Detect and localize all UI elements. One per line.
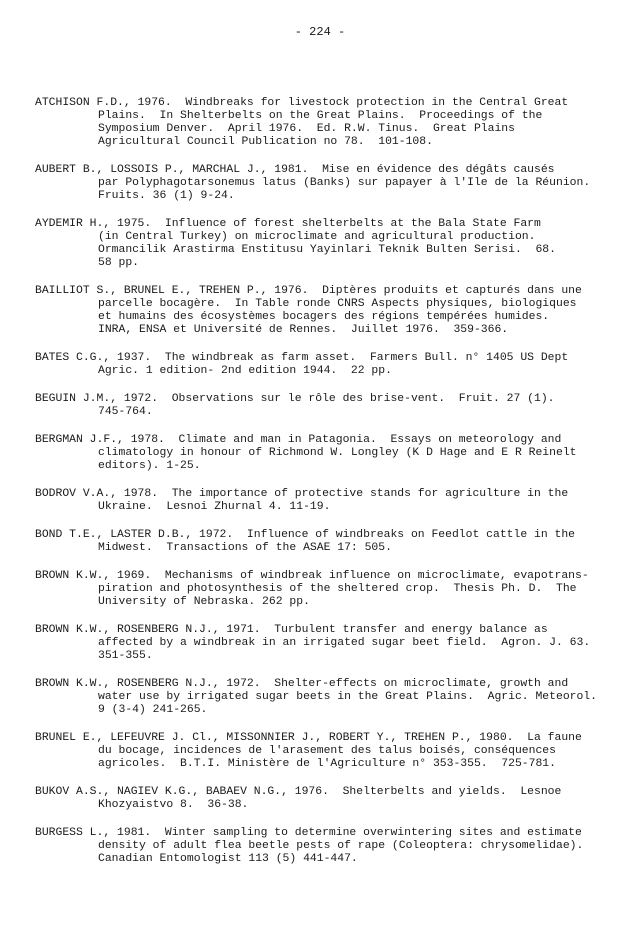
reference-entry bbox=[35, 434, 635, 473]
reference-continuation-line: Agric. 1 edition- 2nd edition 1944. 22 pp. bbox=[98, 365, 392, 377]
reference-entry bbox=[35, 827, 635, 866]
reference-continuation-line: Symposium Denver. April 1976. Ed. R.W. Tinus. Great Plains bbox=[98, 123, 515, 135]
reference-continuation-line: Plains. In Shelterbelts on the Great Plains. Proceedings of the bbox=[98, 110, 543, 122]
reference-entry bbox=[35, 678, 635, 717]
reference-first-line: BUKOV A.S., NAGIEV K.G., BABAEV N.G., 1976. Shelterbelts and yields. Lesnoe bbox=[35, 786, 562, 798]
reference-entry bbox=[35, 624, 635, 663]
reference-continuation-line: University of Nebraska. 262 pp. bbox=[98, 596, 310, 608]
reference-continuation-line: (in Central Turkey) on microclimate and agricultural production. bbox=[98, 231, 536, 243]
reference-continuation-line: Ormancilik Arastirma Enstitusu Yayinlari Teknik Bulten Serisi. 68. bbox=[98, 244, 556, 256]
reference-first-line: BROWN K.W., ROSENBERG N.J., 1971. Turbulent transfer and energy balance as bbox=[35, 624, 548, 636]
page-number: - 224 - bbox=[294, 25, 346, 39]
reference-first-line: BOND T.E., LASTER D.B., 1972. Influence of windbreaks on Feedlot cattle in the bbox=[35, 529, 576, 541]
reference-first-line: BATES C.G., 1937. The windbreak as farm asset. Farmers Bull. n° 1405 US Dept bbox=[35, 352, 569, 364]
reference-continuation-line: Agricultural Council Publication no 78. 101-108. bbox=[98, 136, 433, 148]
reference-first-line: AUBERT B., LOSSOIS P., MARCHAL J., 1981. Mise en évidence des dégâts causés bbox=[35, 164, 555, 176]
reference-continuation-line: INRA, ENSA et Université de Rennes. Juillet 1976. 359-366. bbox=[98, 324, 509, 336]
reference-entry bbox=[35, 393, 635, 419]
reference-first-line: BEGUIN J.M., 1972. Observations sur le rôle des brise-vent. Fruit. 27 (1). bbox=[35, 393, 555, 405]
reference-first-line: BROWN K.W., 1969. Mechanisms of windbreak influence on microclimate, evapotrans- bbox=[35, 570, 589, 582]
reference-continuation-line: parcelle bocagère. In Table ronde CNRS Aspects physiques, biologiques bbox=[98, 298, 577, 310]
reference-continuation-line: climatology in honour of Richmond W. Longley (K D Hage and E R Reinelt bbox=[98, 447, 577, 459]
reference-continuation-line: 745-764. bbox=[98, 406, 153, 418]
reference-entry bbox=[35, 164, 635, 203]
reference-first-line: BODROV V.A., 1978. The importance of protective stands for agriculture in the bbox=[35, 488, 569, 500]
reference-continuation-line: 351-355. bbox=[98, 650, 153, 662]
reference-continuation-line: du bocage, incidences de l'arasement des talus boisés, conséquences bbox=[98, 745, 556, 757]
reference-first-line: BERGMAN J.F., 1978. Climate and man in Patagonia. Essays on meteorology and bbox=[35, 434, 562, 446]
reference-continuation-line: density of adult flea beetle pests of rape (Coleoptera: chrysomelidae). bbox=[98, 840, 584, 852]
reference-first-line: BRUNEL E., LEFEUVRE J. Cl., MISSONNIER J., ROBERT Y., TREHEN P., 1980. La faune bbox=[35, 732, 582, 744]
reference-first-line: BURGESS L., 1981. Winter sampling to determine overwintering sites and estimate bbox=[35, 827, 582, 839]
reference-continuation-line: Khozyaistvo 8. 36-38. bbox=[98, 799, 249, 811]
reference-continuation-line: Fruits. 36 (1) 9-24. bbox=[98, 190, 235, 202]
reference-entry bbox=[35, 285, 635, 337]
reference-continuation-line: 58 pp. bbox=[98, 257, 140, 269]
reference-entry bbox=[35, 786, 635, 812]
reference-first-line: BAILLIOT S., BRUNEL E., TREHEN P., 1976. Diptères produits et capturés dans une bbox=[35, 285, 582, 297]
reference-entry bbox=[35, 352, 635, 378]
reference-first-line: ATCHISON F.D., 1976. Windbreaks for livestock protection in the Central Great bbox=[35, 97, 569, 109]
reference-continuation-line: water use by irrigated sugar beets in the Great Plains. Agric. Meteorol. bbox=[98, 691, 597, 703]
reference-continuation-line: et humains des écosystèmes bocagers des régions tempérées humides. bbox=[98, 311, 550, 323]
reference-entry bbox=[35, 218, 635, 270]
reference-continuation-line: Canadian Entomologist 113 (5) 441-447. bbox=[98, 853, 358, 865]
reference-entry bbox=[35, 732, 635, 771]
reference-entry bbox=[35, 97, 635, 149]
reference-continuation-line: Ukraine. Lesnoi Zhurnal 4. 11-19. bbox=[98, 501, 331, 513]
reference-list bbox=[35, 97, 635, 881]
reference-continuation-line: piration and photosynthesis of the sheltered crop. Thesis Ph. D. The bbox=[98, 583, 577, 595]
reference-continuation-line: par Polyphagotarsonemus latus (Banks) sur papayer à l'Ile de la Réunion. bbox=[98, 177, 591, 189]
reference-entry bbox=[35, 529, 635, 555]
reference-first-line: BROWN K.W., ROSENBERG N.J., 1972. Shelter-effects on microclimate, growth and bbox=[35, 678, 569, 690]
reference-first-line: AYDEMIR H., 1975. Influence of forest shelterbelts at the Bala State Farm bbox=[35, 218, 541, 230]
reference-continuation-line: agricoles. B.T.I. Ministère de l'Agriculture n° 353-355. 725-781. bbox=[98, 758, 556, 770]
reference-continuation-line: 9 (3-4) 241-265. bbox=[98, 704, 208, 716]
reference-continuation-line: editors). 1-25. bbox=[98, 460, 201, 472]
reference-continuation-line: affected by a windbreak in an irrigated sugar beet field. Agron. J. 63. bbox=[98, 637, 591, 649]
reference-entry bbox=[35, 488, 635, 514]
reference-continuation-line: Midwest. Transactions of the ASAE 17: 505. bbox=[98, 542, 392, 554]
reference-entry bbox=[35, 570, 635, 609]
